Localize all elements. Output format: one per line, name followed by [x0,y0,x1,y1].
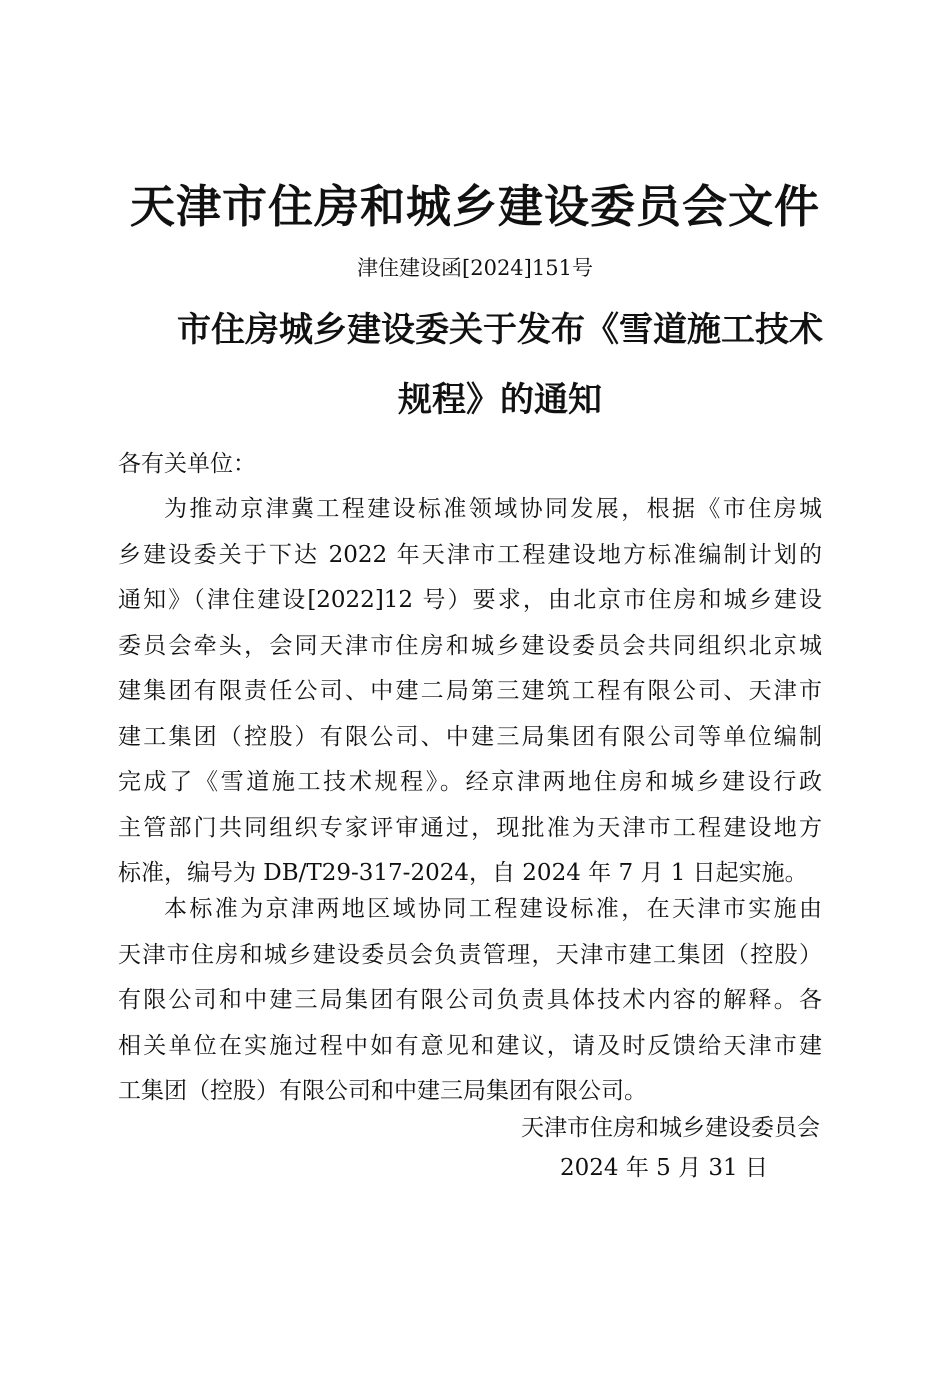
paragraph-line: 本标准为京津两地区域协同工程建设标准，在天津市实施由 [164,896,822,922]
paragraph-line: 标准，编号为 DB/T29-317-2024，自 2024 年 7 月 1 日起实施。 [118,860,808,886]
paragraph-line: 完成了《雪道施工技术规程》。经京津两地住房和城乡建设行政 [118,769,822,795]
paragraph-line: 乡建设委关于下达 2022 年天津市工程建设地方标准编制计划的 [118,541,822,568]
issuer-signature: 天津市住房和城乡建设委员会 [521,1115,820,1141]
paragraph-line: 建集团有限责任公司、中建二局第三建筑工程有限公司、天津市 [118,678,822,704]
paragraph-line: 委员会牵头，会同天津市住房和城乡建设委员会共同组织北京城 [118,632,822,659]
notice-title-line: 规程》的通知 [398,380,602,420]
issue-date: 2024 年 5 月 31 日 [560,1155,768,1181]
paragraph-line: 相关单位在实施过程中如有意见和建议，请及时反馈给天津市建 [118,1032,822,1059]
paragraph-line: 建工集团（控股）有限公司、中建三局集团有限公司等单位编制 [118,723,822,750]
notice-title [170,295,830,435]
body-paragraph [118,887,822,1115]
document-number: 津住建设函[2024]151号 [357,256,593,280]
paragraph-line: 有限公司和中建三局集团有限公司负责具体技术内容的解释。各 [118,987,822,1013]
paragraph-line: 为推动京津冀工程建设标准领域协同发展，根据《市住房城 [164,496,822,522]
paragraph-line: 天津市住房和城乡建设委员会负责管理，天津市建工集团（控股） [118,941,822,968]
body-paragraph [118,487,822,897]
notice-title-line: 市住房城乡建设委关于发布《雪道施工技术 [177,310,823,350]
paragraph-line: 主管部门共同组织专家评审通过，现批准为天津市工程建设地方 [118,814,822,841]
paragraph-line: 工集团（控股）有限公司和中建三局集团有限公司。 [118,1078,647,1104]
salutation: 各有关单位： [118,451,256,477]
paragraph-line: 通知》（津住建设[2022]12 号）要求，由北京市住房和城乡建设 [118,587,822,613]
document-header-title: 天津市住房和城乡建设委员会文件 [129,180,820,233]
